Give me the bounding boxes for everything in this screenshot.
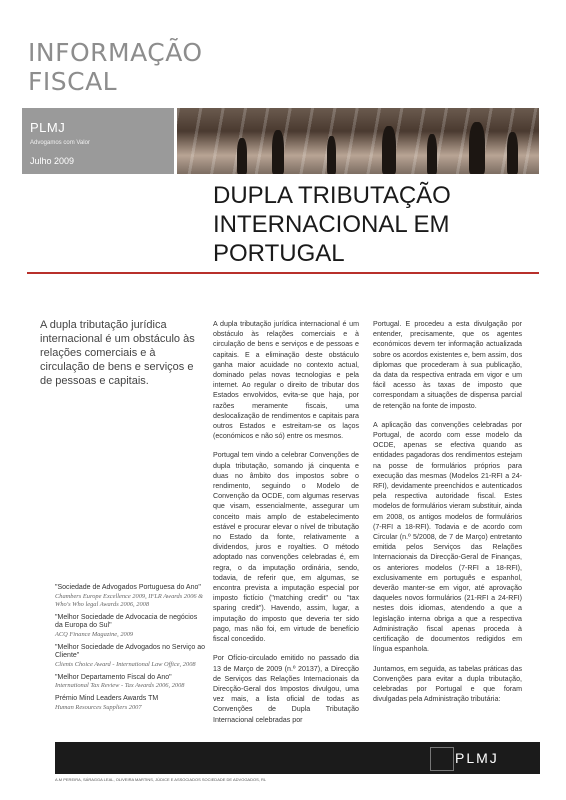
- award-item: [55, 674, 205, 691]
- award-item: [55, 644, 205, 669]
- award-source: International Tax Review - Tax Awards 2006, 2008: [55, 682, 185, 689]
- award-name: "Melhor Sociedade de Advocacia de negócios da Europa do Sul": [55, 613, 198, 629]
- footer-firm-note: A.M PEREIRA, SÁRAGGA LEAL, OLIVEIRA MARTINS, JÚDICE E ASSOCIADOS SOCIEDADE DE ADVOGADOS, RL: [55, 777, 267, 782]
- award-item: [55, 614, 205, 639]
- paragraph: Por Ofício-circulado emitido no passado dia 13 de Março de 2009 (n.º 20137), a Direcção de Serviços das Relações Internacionais da Direcção-Geral dos Impostos divulgou, uma vez mais, a lista oficial de todas as Convenções de Dupla Tributação Internacional celebradas por: [213, 654, 359, 724]
- article-title: DUPLA TRIBUTAÇÃO INTERNACIONAL EM PORTUGAL: [213, 182, 451, 267]
- masthead-line-1: INFORMAÇÃO: [28, 38, 203, 67]
- paragraph: Portugal tem vindo a celebrar Convenções de dupla tributação, somando já cinquenta e duas no âmbito dos impostos sobre o rendimento, seguindo o Modelo de Convenção da OCDE, com algumas reservas que visam, essencialmente, assegurar um conceito mais amplo de estabelecimento estável e procurar elevar o nível de tributação no Estado da fonte, relativamente a dividendos, juros e royalties. O método adoptado nas convenções celebradas é, em regra, o da imputação ordinária, sendo, todavia, de referir que, em algumas, se encontra prevista a imputação especial por imposto fictício ("matching credit" ou "tax sparing credit"). Havendo, assim, lugar, a imputação do imposto que deveria ter sido pago, mas não foi, em virtude de benefício fiscal concedido.: [213, 451, 359, 644]
- brand-tagline: Advogamos com Valor: [30, 140, 90, 146]
- footer-logo: PLMJ: [455, 750, 499, 766]
- body-column-2: [373, 319, 522, 704]
- logo-mark-icon: [430, 747, 454, 771]
- paragraph: A aplicação das convenções celebradas por Portugal, de acordo com esse modelo da OCDE, apenas se efectiva quando as entidades pagadoras dos rendimentos estejam na posse de formulários próprios para execução das mesmas (Modelos 21-RFI a 24-RFI), devidamente preenchidos e autenticados pela respectiva autoridade fiscal. Estes modelos de formulários vieram substituir, ainda em 2008, os antigos modelos de formulários (7-RFI a 18-RFI). Todavia e de acordo com Circular (n.º 5/2008, de 7 de Março) entretanto emitida pelos Serviços das Relações Internacionais da Direcção-Geral de Finanças, os anteriores modelos (7-RFI a 18-RFI), exclusivamente em português e espanhol, deverão manter-se em vigor, até aprovação daqueles novos formulários (21-RFI a 24-RFI) nestes dois idiomas, atendendo a que a legislação interna obriga a que a respectiva Administração fiscal apenas proceda à certificação de documentos redigidos em língua espanhola.: [373, 420, 522, 654]
- paragraph: Juntamos, em seguida, as tabelas práticas das Convenções para evitar a dupla tributação, celebradas por Portugal e que foram divulgadas pela Administração tributária:: [373, 664, 522, 704]
- award-name: Prémio Mind Leaders Awards TM: [55, 695, 159, 702]
- award-name: "Melhor Departamento Fiscal do Ano": [55, 673, 172, 681]
- masthead-line-2: FISCAL: [28, 67, 118, 96]
- masthead-title: [28, 38, 268, 96]
- award-source: ACQ Finance Magazine, 2009: [55, 630, 134, 638]
- award-source: Human Resources Suppliers 2007: [55, 703, 142, 711]
- award-item: [55, 584, 205, 609]
- header-photo: [177, 108, 539, 174]
- intro-lead: A dupla tributação jurídica internacional é um obstáculo às relações comerciais e à circulação de bens e serviços e de pessoas e capitais.: [40, 319, 195, 387]
- paragraph: A dupla tributação jurídica internacional é um obstáculo às relações comerciais e à circulação de bens e serviços e de pessoas e capitais. E a eliminação deste obstáculo ganha maior acuidade no contexto actual, dominado pelas novas tecnologias e pela internet. Ao regular o direito de tributar dos Estados envolvidos, evita-se que haja, por razões meramente fiscais, uma deslocalização de rendimentos e capitais para outros Estados e estreitam-se os laços (económicos e não só) entre os mesmos.: [213, 320, 359, 441]
- issue-date: Julho 2009: [30, 156, 75, 166]
- awards-list: [55, 584, 205, 717]
- section-divider: [27, 272, 539, 274]
- paragraph: Portugal. E procedeu a esta divulgação por entender, precisamente, que os agentes económicos devem ter informação actualizada sobre os acordos existentes e, bem assim, dos diplomas que procederam à sua publicação, da data da respectiva entrada em vigor e um fácil acesso às taxas de imposto que correspondam a situações de dispensa parcial de retenção na fonte de imposto.: [373, 320, 522, 410]
- body-column-1: [213, 319, 359, 724]
- award-name: "Sociedade de Advogados Portuguesa do Ano": [55, 584, 201, 591]
- brand-name: PLMJ: [30, 120, 66, 135]
- award-name: "Melhor Sociedade de Advogados no Serviço ao Cliente": [55, 643, 205, 659]
- award-source: Chambers Europe Excellence 2009, IFLR Awards 2006 & Who's Who legal Awards 2006, 2008: [55, 592, 204, 608]
- award-item: [55, 695, 205, 712]
- award-source: Clients Choice Award - International Law Office, 2008: [55, 660, 196, 668]
